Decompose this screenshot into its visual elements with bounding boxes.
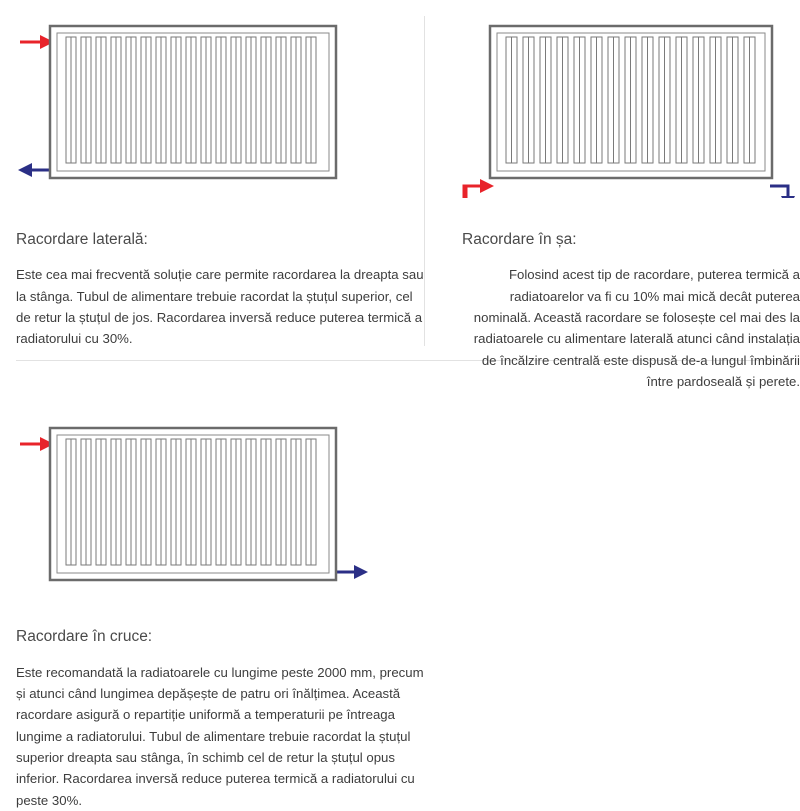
figure-sa-body: Folosind acest tip de racordare, puterea termică a radiatoarelor va fi cu 10% mai mică decât puterea nominală. Această racordare se folosește cel mai des la radiatoarele cu alimentare laterală atunci când instalația de încălzire centrală este dispusă de-a lungul îmbinării între pardoseală și perete. bbox=[473, 267, 800, 390]
radiator-body bbox=[490, 26, 772, 178]
return-arrow-left-bottom bbox=[18, 163, 52, 177]
figure-lateral-body: Este cea mai frecventă soluție care permite racordarea la dreapta sau la stânga. Tubul de alimentare trebuie racordat la ștuțul superior, cel de retur la ștuțul de jos. Racordarea inversă reduce puterea termică a radiatorului cu 30%. bbox=[16, 267, 424, 347]
figure-grid bbox=[16, 18, 800, 811]
figure-sa-illustration bbox=[462, 18, 800, 208]
radiator-body bbox=[50, 26, 336, 178]
figure-lateral-illustration bbox=[16, 18, 424, 208]
return-arrow-bottom-right-down bbox=[770, 186, 795, 198]
figure-cruce-illustration bbox=[16, 420, 424, 605]
empty-cell bbox=[448, 392, 800, 811]
supply-arrow-bottom-left-up bbox=[464, 179, 494, 198]
figure-cruce-title: Racordare în cruce: bbox=[16, 628, 153, 646]
radiator-diagram-sa bbox=[462, 18, 800, 198]
figure-cruce bbox=[16, 420, 448, 811]
figure-cruce-body: Este recomandată la radiatoarele cu lungime peste 2000 mm, precum și atunci când lungimea depășește de patru ori înălțimea. Această racordare asigură o repartiție uniformă a temperaturii pe întreaga lungime a radiatorului. Tubul de alimentare trebuie racordat la ștuțul superior dreapta sau stânga, în schimb cel de retur la ștuțul opus inferior. Racordarea inversă reduce puterea termică a radiatorului cu peste 30%. bbox=[16, 664, 424, 808]
figure-sa-title: Racordare în șa: bbox=[462, 231, 577, 248]
return-arrow-right-bottom bbox=[334, 565, 368, 579]
radiator-diagram-lateral bbox=[16, 18, 376, 198]
radiator-diagram-cruce bbox=[16, 420, 376, 600]
radiator-body bbox=[50, 428, 336, 580]
figure-sa bbox=[448, 18, 800, 392]
figure-lateral bbox=[16, 18, 448, 392]
figure-lateral-title: Racordare laterală: bbox=[16, 231, 148, 248]
